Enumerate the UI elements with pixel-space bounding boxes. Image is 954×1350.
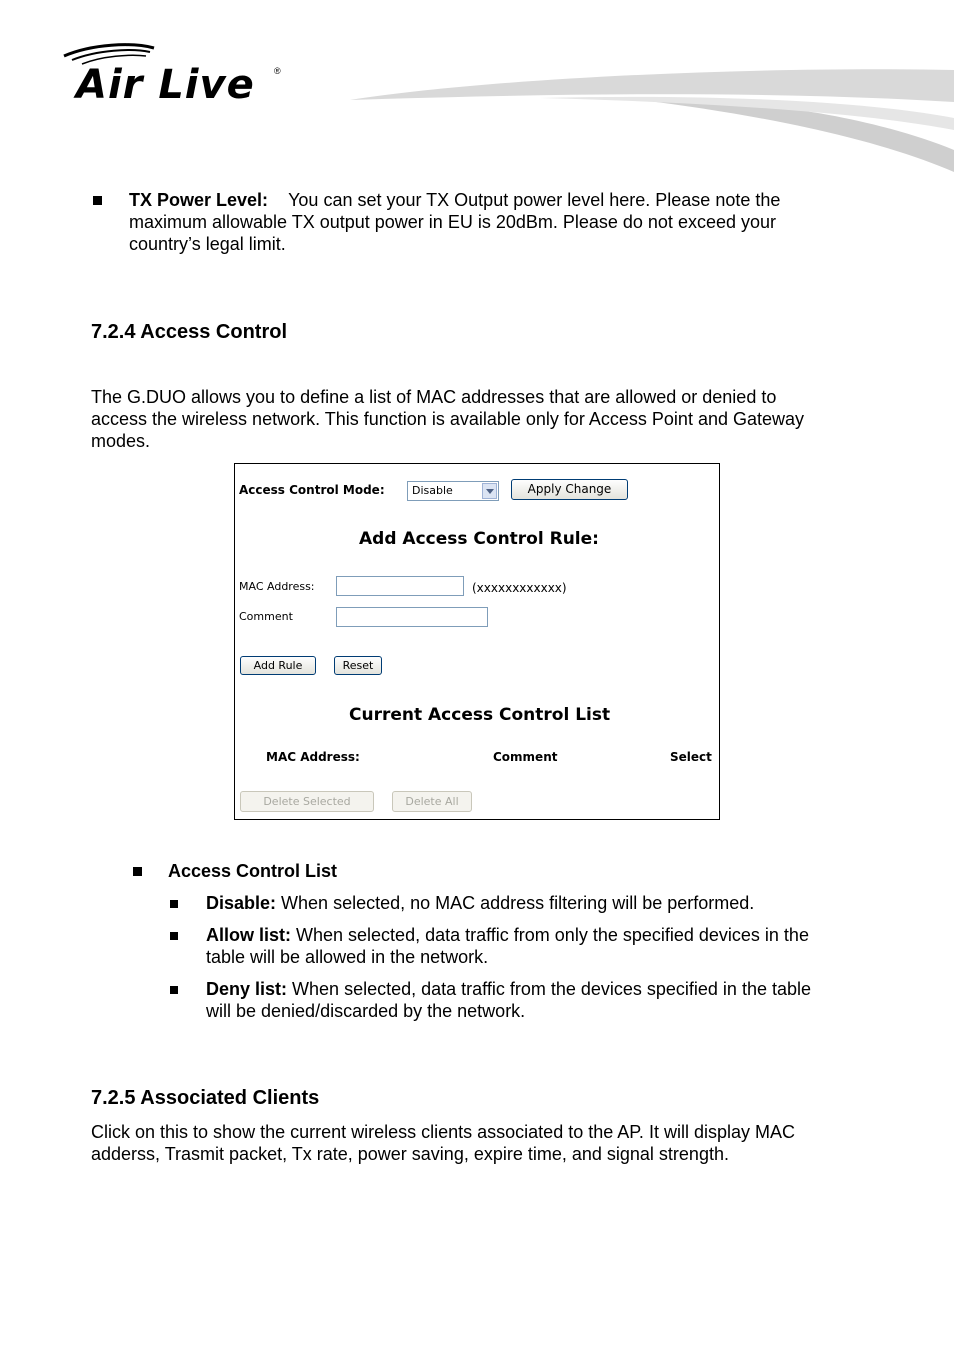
delete-selected-button[interactable]: Delete Selected: [240, 791, 374, 812]
access-control-panel: [234, 463, 720, 820]
intro-line-2: access the wireless network. This function is available only for Access Point and Gateway: [91, 409, 805, 429]
assoc-line-1: Click on this to show the current wireless clients associated to the AP. It will display MAC: [91, 1122, 795, 1142]
acl-text-line-2: will be denied/discarded by the network.: [206, 1001, 526, 1021]
acl-text-line-2: table will be allowed in the network.: [206, 947, 489, 967]
acl-text: When selected, data traffic from the devices specified in the table: [292, 979, 811, 999]
comment-input[interactable]: [336, 607, 488, 627]
current-list-title: Current Access Control List: [349, 705, 611, 725]
registered-mark: ®: [274, 66, 281, 76]
acl-text: When selected, data traffic from only the specified devices in the: [296, 925, 809, 945]
airlive-logo: [62, 40, 292, 110]
column-header-select: Select: [670, 750, 712, 764]
acl-term: Allow list:: [206, 925, 291, 945]
tx-power-text-3: country’s legal limit.: [129, 234, 286, 254]
acl-term: Disable:: [206, 893, 277, 913]
mode-select-value: Disable: [412, 484, 453, 497]
acl-text: When selected, no MAC address filtering will be performed.: [281, 893, 755, 913]
comment-label: Comment: [239, 610, 293, 623]
tx-power-label: TX Power Level:: [129, 190, 269, 210]
tx-power-text-1: You can set your TX Output power level here. Please note the: [288, 190, 781, 210]
section-heading-access-control: 7.2.4 Access Control: [91, 321, 288, 343]
bullet-square-small-icon: [170, 900, 178, 908]
mac-address-input[interactable]: [336, 576, 464, 596]
assoc-line-2: adderss, Trasmit packet, Tx rate, power saving, expire time, and signal strength.: [91, 1144, 729, 1164]
intro-line-1: The G.DUO allows you to define a list of MAC addresses that are allowed or denied to: [91, 387, 777, 407]
column-header-mac: MAC Address:: [266, 750, 360, 764]
acl-item-allow: [206, 924, 876, 968]
bullet-square-icon: [93, 196, 102, 205]
header-swoosh-decoration: [340, 60, 954, 180]
tx-power-text-2: maximum allowable TX output power in EU is 20dBm. Please do not exceed your: [129, 212, 776, 232]
access-control-mode-select[interactable]: [407, 481, 499, 501]
acl-item-deny: [206, 978, 876, 1022]
apply-change-button[interactable]: Apply Change: [511, 479, 628, 500]
intro-line-3: modes.: [91, 431, 151, 451]
reset-button[interactable]: Reset: [334, 656, 382, 675]
acl-term: Deny list:: [206, 979, 288, 999]
associated-clients-paragraph: [91, 1121, 891, 1165]
bullet-square-small-icon: [170, 986, 178, 994]
access-control-mode-label: Access Control Mode:: [239, 483, 385, 497]
acl-list-title: Access Control List: [168, 861, 338, 881]
chevron-down-icon[interactable]: [482, 483, 497, 499]
delete-all-button[interactable]: Delete All: [392, 791, 472, 812]
tx-power-paragraph: [129, 189, 869, 255]
column-header-comment: Comment: [493, 750, 558, 764]
add-rule-button[interactable]: Add Rule: [240, 656, 316, 675]
section-heading-associated-clients: 7.2.5 Associated Clients: [91, 1087, 320, 1109]
acl-item-disable: [206, 892, 876, 914]
mac-address-hint: (xxxxxxxxxxxx): [472, 581, 567, 595]
add-rule-title: Add Access Control Rule:: [359, 529, 599, 549]
bullet-square-small-icon: [170, 932, 178, 940]
logo-text: Air Live: [76, 62, 255, 108]
mac-address-label: MAC Address:: [239, 580, 315, 593]
bullet-square-icon: [133, 867, 142, 876]
access-control-intro: [91, 386, 891, 452]
